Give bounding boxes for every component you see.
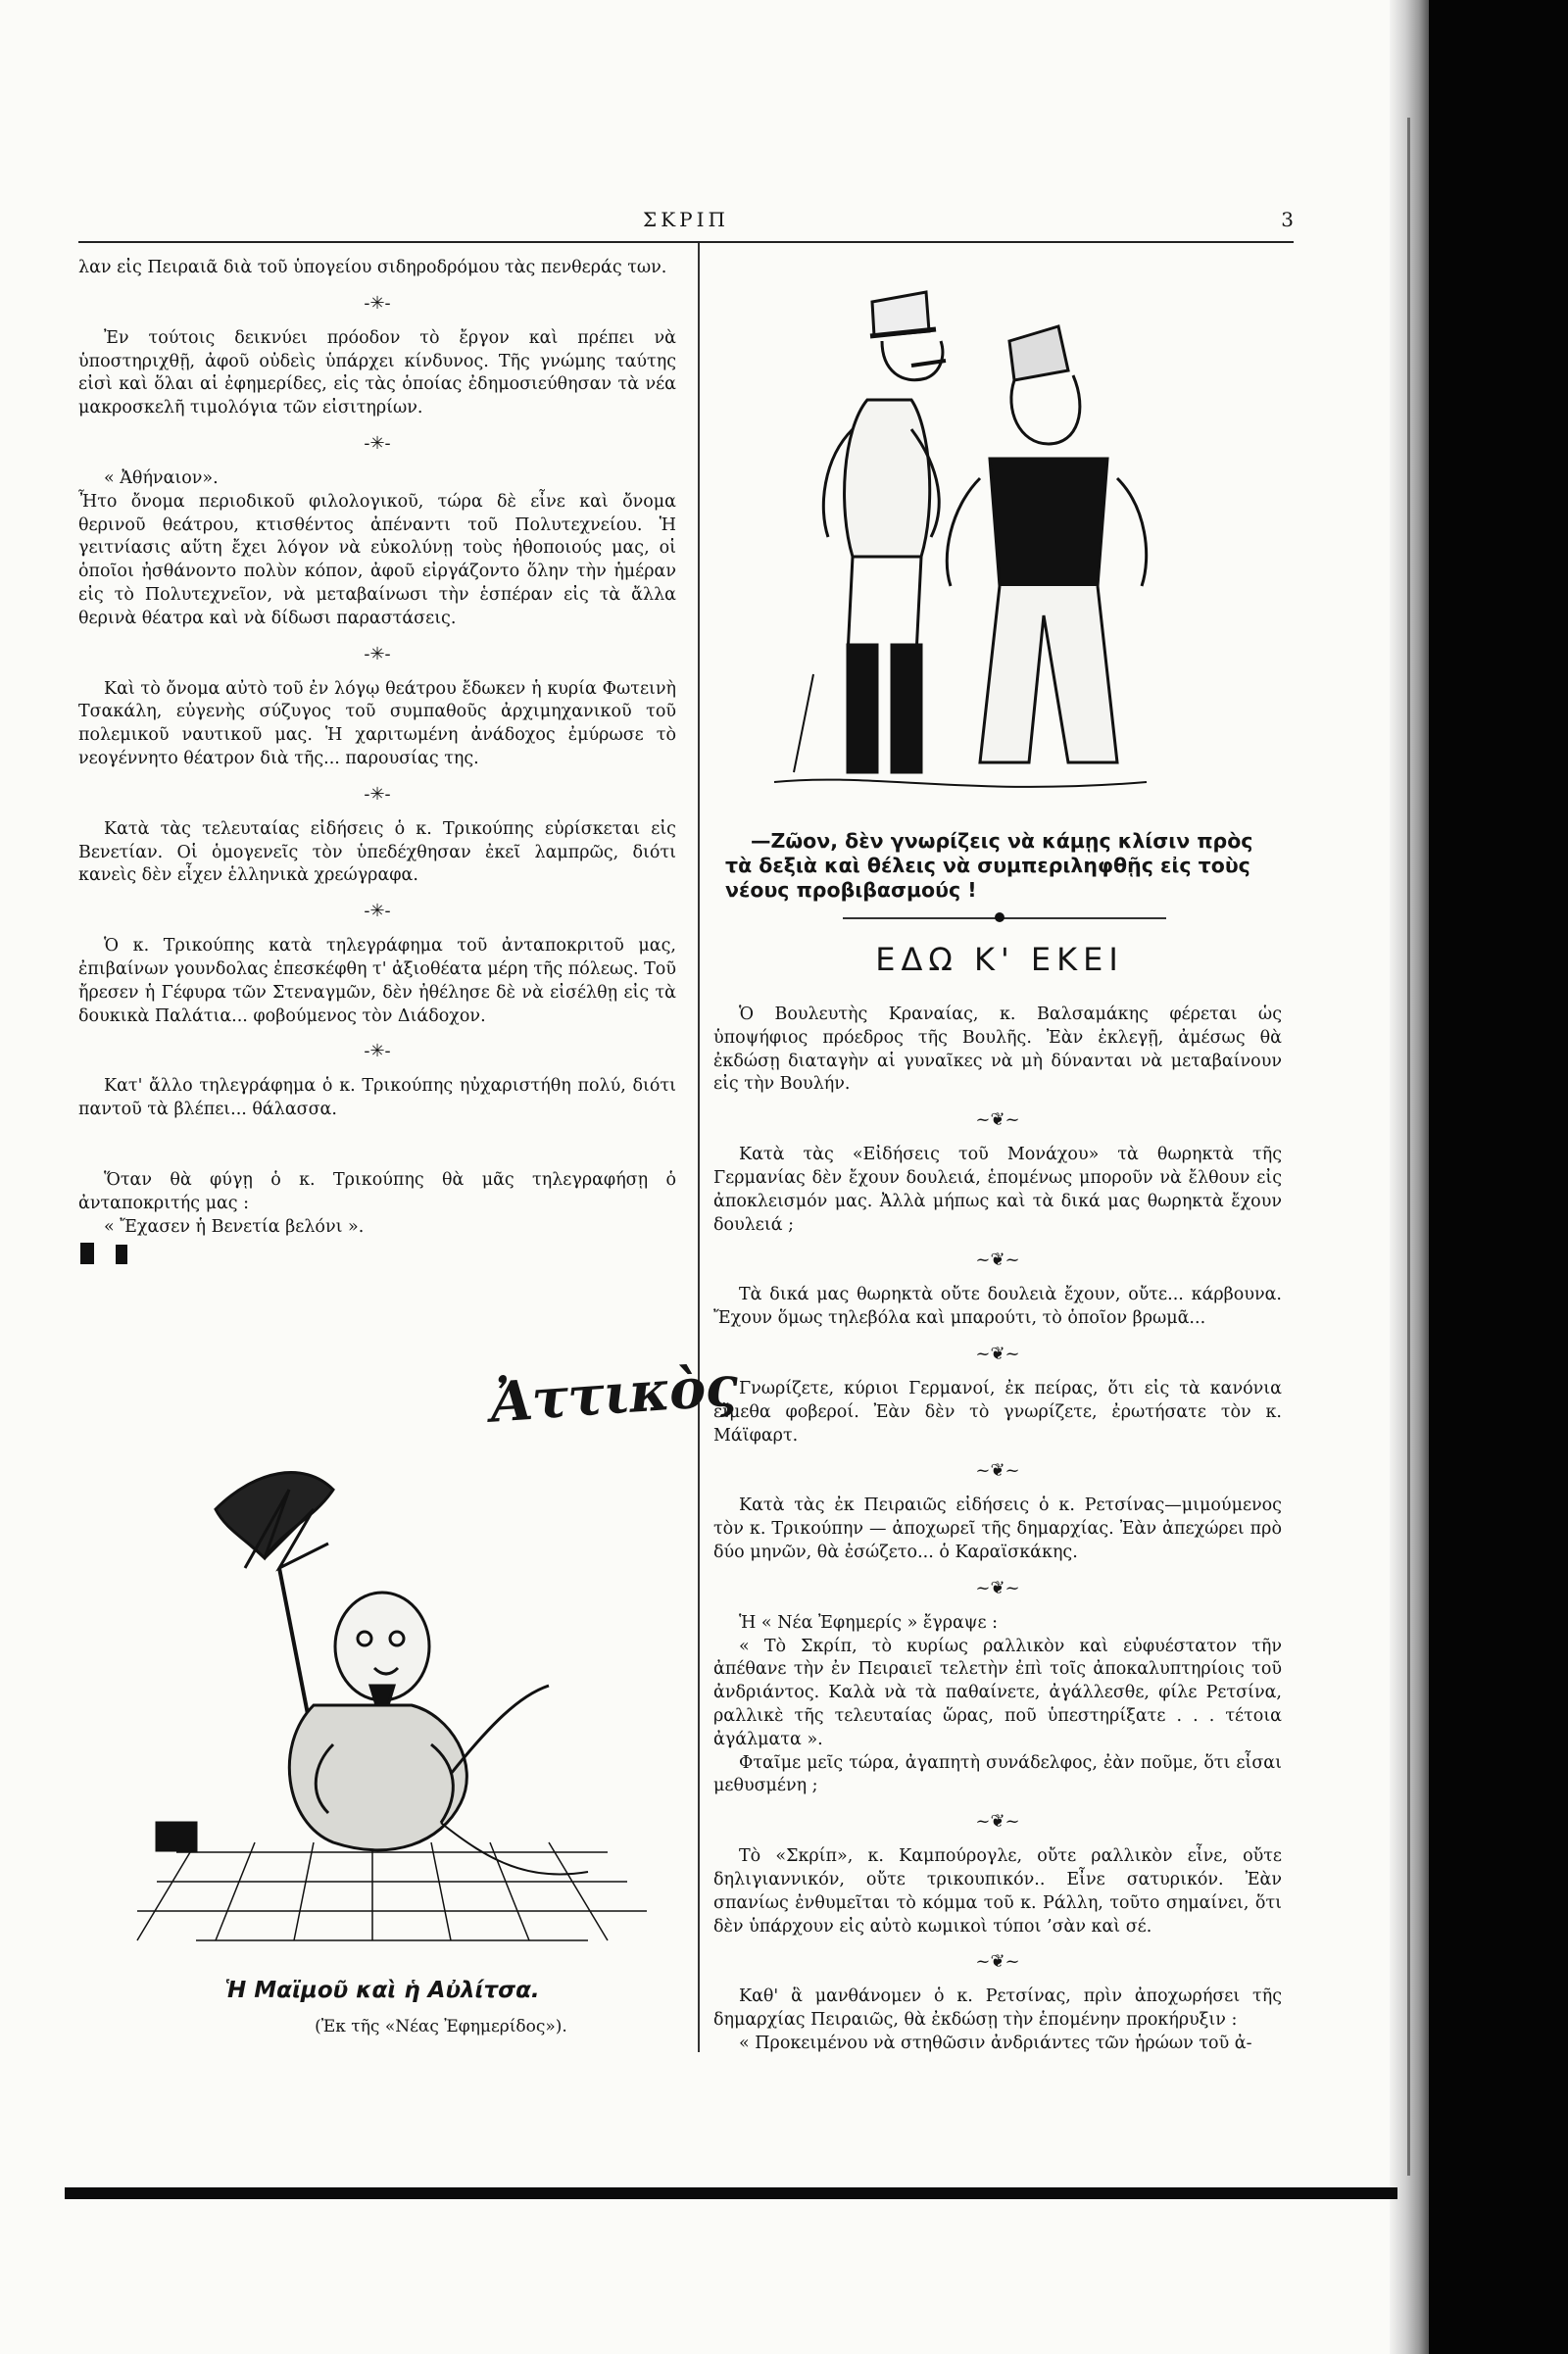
separator-ornament: ~❦~ <box>975 1951 1020 1973</box>
column-divider <box>698 243 700 2052</box>
signature: Ἀττικὸς <box>488 1353 740 1436</box>
paragraph: Ὁ Βουλευτὴς Κραναίας, κ. Βαλσαμάκης φέρεται ὡς ὑποψήφιος πρόεδρος τῆς Βουλῆς. Ἐὰν ἐκλεγῇ, ἀμέσως θὰ ἐκδώσῃ διαταγὴν αἱ γυναῖκες νὰ μὴ δύνανται νὰ μεταβαίνουν εἰς τὴν Βουλήν. <box>713 1005 1282 1095</box>
fan-palm <box>216 1473 333 1744</box>
paragraph: Κατὰ τὰς «Εἰδήσεις τοῦ Μονάχου» τὰ θωρηκτὰ τῆς Γερμανίας δὲν ἔχουν δουλειά, ἑπομένως μποροῦν νὰ ἔλθουν εἰς ἀποκλεισμόν μας. Ἀλλὰ μήπως καὶ τὰ δικά μας θωρηκτὰ ἔχουν δουλειά ; <box>713 1145 1282 1235</box>
monkey-cartoon <box>118 1450 666 1960</box>
binding-edge <box>1429 0 1568 2354</box>
paragraph: « Ἔχασεν ἡ Βενετία βελόνι ». <box>104 1216 365 1237</box>
caption-ornament <box>995 912 1004 922</box>
black-box <box>157 1823 196 1850</box>
separator-ornament: ~❦~ <box>975 1577 1020 1598</box>
left-column <box>78 257 676 1239</box>
paragraph: λαν εἰς Πειραιᾶ διὰ τοῦ ὑπογείου σιδηροδρόμου τὰς πενθεράς των. <box>78 258 667 277</box>
separator-ornament: -✳- <box>364 901 391 922</box>
paragraph: Τὸ «Σκρίπ», κ. Καμπούρογλε, οὔτε ραλλικὸν εἶνε, οὔτε δηλιγιαννικόν, οὔτε τρικουπικόν.. Εἶνε σατυρικόν. Ἐὰν σπανίως ἐνθυμεῖται τὸ κόμμα τοῦ κ. Ράλλη, τοῦτο σημαίνει, ὅτι δὲν ὑπάρχουν εἰς αὐτὸ κωμικοὶ τύποι ’σὰν καὶ σέ. <box>713 1846 1282 1937</box>
bottom-border <box>65 2187 1397 2199</box>
paragraph: « Προκειμένου νὰ στηθῶσιν ἀνδριάντες τῶν ἡρώων τοῦ ἀ- <box>739 2033 1252 2053</box>
paragraph: Κατ' ἄλλο τηλεγράφημα ὁ κ. Τρικούπης ηὐχαριστήθη πολύ, διότι παντοῦ τὰ βλέπει... θάλασσα. <box>78 1076 676 1120</box>
paragraph: Ἦτο ὄνομα περιοδικοῦ φιλολογικοῦ, τώρα δὲ εἶνε καὶ ὄνομα θερινοῦ θεάτρου, κτισθέντος ἀπέναντι τοῦ Πολυτεχνείου. Ἡ γειτνίασις αὕτη ἔχει λόγον νὰ εὐκολύνῃ τοὺς ἠθοποιούς μας, οἱ ὁποῖοι ἠσθάνοντο πολὺν κόπον, ἀφοῦ εἰργάζοντο ὅλην τὴν ἡμέραν εἰς τὸ Πολυτεχνεῖον, νὰ μεταβαίνωσι τὴν ἑσπέραν εἰς τὰ ἄλλα θερινὰ θέατρα καὶ νὰ δίδωσι παραστάσεις. <box>78 491 676 628</box>
separator-ornament: -✳- <box>364 783 391 805</box>
ink-smudge <box>80 1243 94 1264</box>
cartoon-caption <box>725 829 1274 903</box>
paragraph: Ὅταν θὰ φύγῃ ὁ κ. Τρικούπης θὰ μᾶς τηλεγραφήσῃ ὁ ἀνταποκριτής μας : <box>78 1169 676 1213</box>
paragraph: « Ἀθήναιον». <box>104 467 219 488</box>
header-rule <box>78 241 1294 243</box>
paragraph: Ὁ κ. Τρικούπης κατὰ τηλεγράφημα τοῦ ἀνταποκριτοῦ μας, ἐπιβαίνων γουνδολας ἐπεσκέφθη τ' ἀξιοθέατα μέρη τῆς πόλεως. Τοῦ ἤρεσεν ἡ Γέφυρα τῶν Στεναγμῶν, δὲν ἠθέλησε δὲ νὰ εἰσέλθῃ εἰς τὰ δουκικὰ Παλάτια... φοβούμενος τὸν Διάδοχον. <box>78 936 676 1026</box>
separator-ornament: ~❦~ <box>975 1811 1020 1833</box>
soldiers-cartoon <box>755 263 1264 816</box>
paragraph: Κατὰ τὰς ἐκ Πειραιῶς εἰδήσεις ὁ κ. Ρετσίνας—μιμούμενος τὸν κ. Τρικούπην — ἀποχωρεῖ τῆς δημαρχίας. Ἐὰν ἀπεχώρει πρὸ δύο μηνῶν, θὰ ἐσώζετο... ὁ Καραϊσκάκης. <box>713 1496 1282 1562</box>
monkey-source: (Ἐκ τῆς «Νέας Ἐφημερίδος»). <box>315 2017 567 2036</box>
ground-line <box>774 780 1147 787</box>
cartoon-caption-text: —Ζῶον, δὲν γνωρίζεις νὰ κάμῃς κλίσιν πρὸς τὰ δεξιὰ καὶ θέλεις νὰ συμπεριληφθῇς εἰς τοὺς νέους προβιβασμούς ! <box>725 829 1253 902</box>
caption-rule <box>843 917 1166 919</box>
paragraph: Καὶ τὸ ὄνομα αὐτὸ τοῦ ἐν λόγῳ θεάτρου ἔδωκεν ἡ κυρία Φωτεινὴ Τσακάλη, εὐγενὴς σύζυγος τοῦ συμπαθοῦς ἀρχιμηχανικοῦ τοῦ πολεμικοῦ ναυτικοῦ μας. Ἡ χαριτωμένη ἀνάδοχος ἐμύρωσε τὸ νεογέννητο θέατρον διὰ τῆς... παρουσίας της. <box>78 678 676 768</box>
officer-figure <box>794 292 946 772</box>
binding-line <box>1407 118 1410 2176</box>
separator-ornament: ~❦~ <box>975 1109 1020 1131</box>
paragraph: Ἐν τούτοις δεικνύει πρόοδον τὸ ἔργον καὶ πρέπει νὰ ὑποστηριχθῇ, ἀφοῦ οὐδεὶς ὑπάρχει κίνδυνος. Τῆς γνώμης ταύτης εἰσὶ καὶ ὅλαι αἱ ἐφημερίδες, εἰς τὰς ὁποίας ἐδημοσιεύθησαν τὰ νέα μακροσκελῆ τιμολόγια τῶν εἰσιτηρίων. <box>78 327 676 418</box>
monkey-caption: Ἡ Μαϊμοῦ καὶ ἡ Αὐλίτσα. <box>224 1978 540 2003</box>
page-number: 3 <box>1281 208 1294 231</box>
separator-ornament <box>78 1136 676 1159</box>
paragraph: Γνωρίζετε, κύριοι Γερμανοί, ἐκ πείρας, ὅτι εἰς τὰ κανόνια εἴμεθα φοβεροί. Ἐὰν δὲν τὸ γνωρίζετε, ἐρωτήσατε τὸν κ. Μάϊφαρτ. <box>713 1378 1282 1446</box>
paragraph: Κατὰ τὰς τελευταίας εἰδήσεις ὁ κ. Τρικούπης εὑρίσκεται εἰς Βενετίαν. Οἱ ὁμογενεῖς τὸν ὑπεδέχθησαν ἐκεῖ λαμπρῶς, διότι κανεὶς δὲν εἶχεν ἑλληνικὰ χρεώγραφα. <box>78 818 676 886</box>
youth-figure <box>947 326 1146 762</box>
paragraph: Ἡ « Νέα Ἐφημερίς » ἔγραψε : <box>739 1612 999 1633</box>
separator-ornament: -✳- <box>364 1041 391 1062</box>
paragraph: Καθ' ἃ μανθάνομεν ὁ κ. Ρετσίνας, πρὶν ἀποχωρήσει τῆς δημαρχίας Πειραιῶς, θὰ ἐκδώσῃ τὴν ἑπομένην προκήρυξιν : <box>713 1986 1282 2031</box>
monkey-figure <box>289 1593 588 1875</box>
separator-ornament: ~❦~ <box>975 1460 1020 1482</box>
paragraph: Τὰ δικά μας θωρηκτὰ οὔτε δουλειὰ ἔχουν, οὔτε... κάρβουνα. Ἔχουν ὅμως τηλεβόλα καὶ μπαρούτι, τὸ ὁποῖον βρωμᾶ... <box>713 1285 1282 1329</box>
ink-smudge <box>116 1245 127 1264</box>
tiled-floor <box>137 1842 647 1940</box>
separator-ornament: -✳- <box>364 292 391 314</box>
page-header <box>78 208 1294 231</box>
separator-ornament: ~❦~ <box>975 1343 1020 1364</box>
separator-ornament: -✳- <box>364 643 391 664</box>
separator-ornament: ~❦~ <box>975 1250 1020 1271</box>
section-title: ΕΔΩ Κ' ΕΚΕΙ <box>875 941 1124 978</box>
paragraph: « Τὸ Σκρίπ, τὸ κυρίως ραλλικὸν καὶ εὐφυέστατον τῆν ἀπέθανε τὴν ἐν Πειραιεῖ τελετὴν ἐπὶ τοῖς ἀποκαλυπτηρίοις τοῦ ἀνδριάντος. Καλὰ νὰ τὰ παθαίνετε, ἀγάλλεσθε, φίλε Ρετσίνα, ραλλικὲ τῆς τελευταίας ὥρας, ποῦ ὑπεστηρίξατε . . . τέτοια ἀγάλματα ». <box>713 1636 1282 1749</box>
separator-ornament: -✳- <box>364 432 391 454</box>
paragraph: Φταῖμε μεῖς τώρα, ἀγαπητὴ συνάδελφος, ἐὰν ποῦμε, ὅτι εἶσαι μεθυσμένη ; <box>713 1752 1282 1796</box>
newspaper-title: ΣΚΡΙΠ <box>643 208 729 231</box>
right-column <box>713 1004 1282 2056</box>
